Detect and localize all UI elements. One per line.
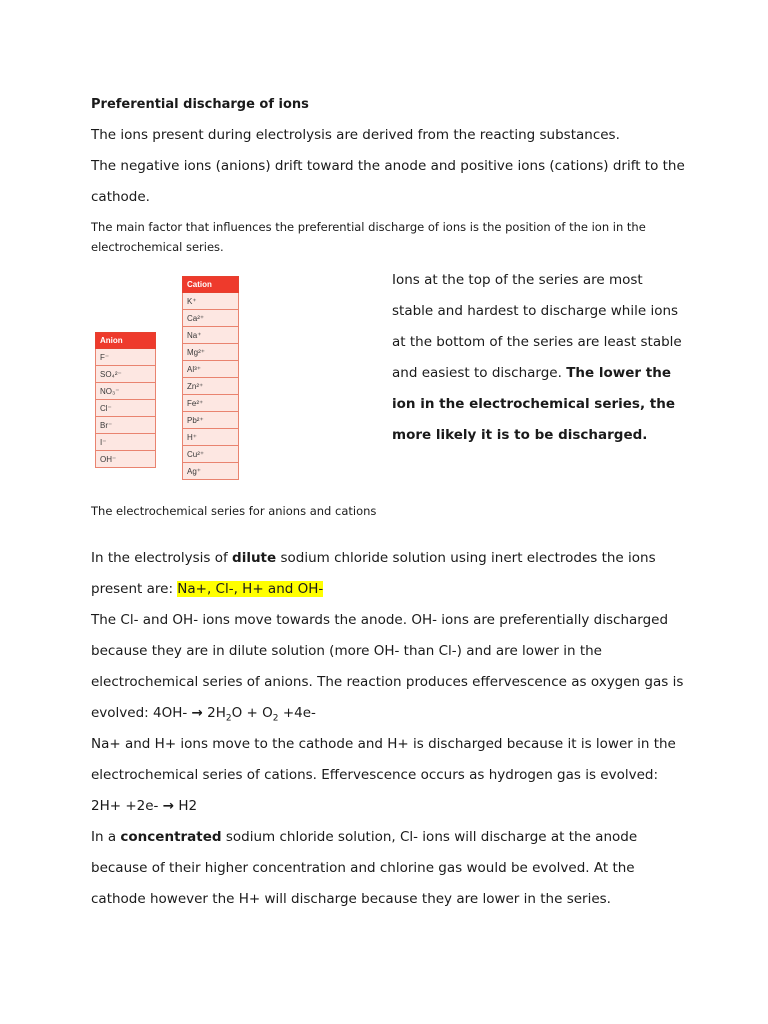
cation-row-calcium: Ca²⁺	[183, 310, 239, 327]
equation-sub-1: 2	[225, 713, 232, 724]
dilute-l2-pre: present are:	[91, 581, 178, 597]
anion-table	[95, 332, 156, 468]
intro-line-2: The negative ions (anions) drift toward the anode and positive ions (cations) drift to the	[91, 158, 685, 174]
equation-part-b: O + O	[231, 705, 273, 721]
cation-row-magnesium: Mg²⁺	[183, 344, 239, 361]
side-text-plain: and easiest to discharge.	[392, 365, 567, 381]
cation-row-hydrogen: H⁺	[183, 429, 239, 446]
side-text-line-4	[392, 363, 692, 383]
main-factor-line-1: The main factor that influences the preferential discharge of ions is the position of the ion in the	[91, 220, 646, 234]
anion-row-bromide: Br⁻	[96, 417, 156, 434]
anion-row-sulfate: SO₄²⁻	[96, 366, 156, 383]
dilute-line-9-equation	[91, 796, 197, 816]
cation-row-potassium: K⁺	[183, 293, 239, 310]
dilute-line-4: because they are in dilute solution (more OH- than Cl-) and are lower in the	[91, 643, 602, 659]
concentrated-line-3: cathode however the H+ will discharge because they are lower in the series.	[91, 891, 611, 907]
dilute-line-3: The Cl- and OH- ions move towards the anode. OH- ions are preferentially discharged	[91, 612, 669, 628]
cation-row-zinc: Zn²⁺	[183, 378, 239, 395]
side-text-line-5: ion in the electrochemical series, the	[392, 396, 676, 412]
arrow-icon: →	[191, 705, 203, 721]
cation-row-iron: Fe²⁺	[183, 395, 239, 412]
equation-part-a: 2H	[202, 705, 226, 721]
anion-row-nitrate: NO₃⁻	[96, 383, 156, 400]
dilute-l1-pre: In the electrolysis of	[91, 550, 233, 566]
anion-row-hydroxide: OH⁻	[96, 451, 156, 468]
conc-l1-bold: concentrated	[120, 829, 222, 845]
equation-sub-2: 2	[272, 713, 279, 724]
conc-l1-pre: In a	[91, 829, 121, 845]
concentrated-line-1	[91, 827, 637, 847]
equation-part-c: +4e-	[278, 705, 316, 721]
side-text-line-6: more likely it is to be discharged.	[392, 427, 648, 443]
dilute-l1-bold: dilute	[232, 550, 277, 566]
cation-table	[182, 276, 239, 480]
dilute-l1-post: sodium chloride solution using inert electrodes the ions	[276, 550, 656, 566]
section-heading: Preferential discharge of ions	[91, 97, 309, 112]
dilute-line-1	[91, 548, 656, 568]
dilute-line-5: electrochemical series of anions. The reaction produces effervescence as oxygen gas is	[91, 674, 684, 690]
dilute-line-6-equation	[91, 703, 316, 723]
dilute-line-8: electrochemical series of cations. Effervescence occurs as hydrogen gas is evolved:	[91, 767, 659, 783]
concentrated-line-2: because of their higher concentration and chlorine gas would be evolved. At the	[91, 860, 635, 876]
conc-l1-post: sodium chloride solution, Cl- ions will discharge at the anode	[221, 829, 638, 845]
equation2-reactant: 2H+ +2e-	[91, 798, 163, 814]
intro-line-1: The ions present during electrolysis are derived from the reacting substances.	[91, 127, 620, 143]
side-text-bold: The lower the	[566, 365, 671, 381]
cation-row-sodium: Na⁺	[183, 327, 239, 344]
anion-row-iodide: I⁻	[96, 434, 156, 451]
equation2-product: H2	[174, 798, 198, 814]
cation-row-silver: Ag⁺	[183, 463, 239, 480]
cation-row-aluminium: Al³⁺	[183, 361, 239, 378]
ions-highlight: Na+, Cl-, H+ and OH-	[177, 581, 324, 597]
cation-table-header: Cation	[183, 277, 239, 293]
side-text-line-2: stable and hardest to discharge while ions	[392, 303, 679, 319]
cation-row-lead: Pb²⁺	[183, 412, 239, 429]
side-text-line-3: at the bottom of the series are least stable	[392, 334, 682, 350]
anion-row-chloride: Cl⁻	[96, 400, 156, 417]
dilute-line-7: Na+ and H+ ions move to the cathode and H+ is discharged because it is lower in the	[91, 736, 676, 752]
anion-row-fluoride: F⁻	[96, 349, 156, 366]
dilute-line-2	[91, 579, 323, 599]
equation-reactant: evolved: 4OH-	[91, 705, 192, 721]
anion-table-header: Anion	[96, 333, 156, 349]
table-caption: The electrochemical series for anions and cations	[91, 504, 377, 518]
main-factor-line-2: electrochemical series.	[91, 240, 224, 254]
intro-line-3: cathode.	[91, 189, 150, 205]
cation-row-copper: Cu²⁺	[183, 446, 239, 463]
arrow-icon: →	[162, 798, 175, 814]
side-text-line-1: Ions at the top of the series are most	[392, 272, 643, 288]
